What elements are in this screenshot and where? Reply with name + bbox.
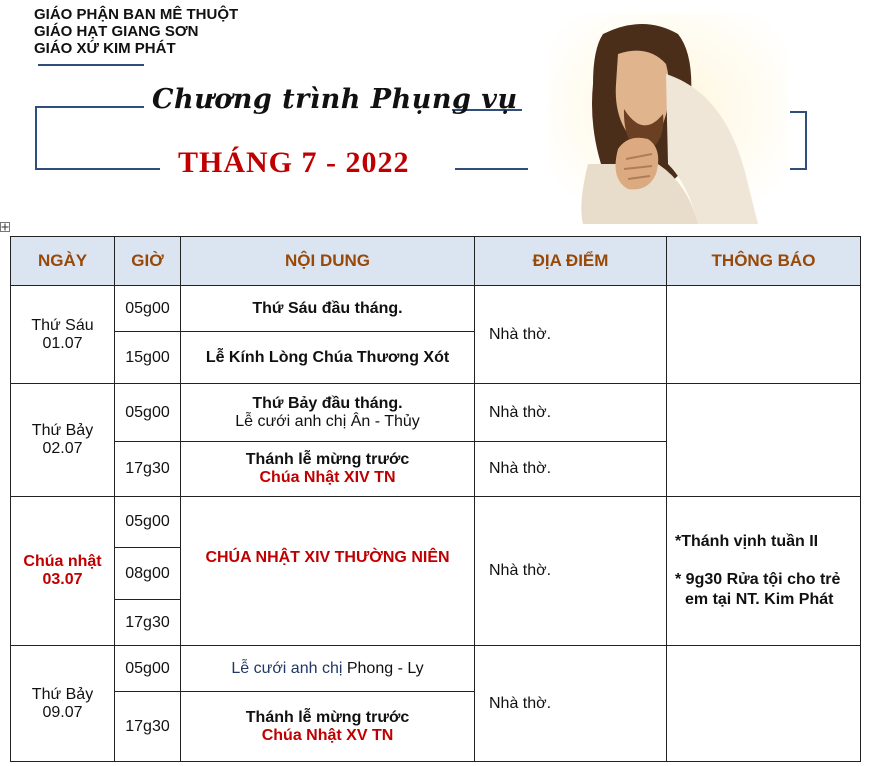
table-header-row — [11, 237, 861, 286]
table-row — [11, 384, 861, 442]
notice-cell — [667, 646, 861, 762]
time-cell: 17g30 — [115, 692, 181, 762]
day-name: Chúa nhật — [23, 553, 102, 570]
content-cell: Thứ Sáu đầu tháng. — [181, 286, 475, 332]
time-cell: 15g00 — [115, 332, 181, 384]
day-date: 02.07 — [42, 440, 83, 457]
day-cell — [11, 646, 115, 762]
content-part-b: Phong - Ly — [342, 659, 424, 677]
location-cell: Nhà thờ. — [475, 384, 667, 442]
time-cell: 08g00 — [115, 548, 181, 600]
content-line-1: Thánh lễ mừng trước — [245, 708, 410, 726]
col-header-notice: THÔNG BÁO — [667, 237, 861, 286]
day-date: 03.07 — [42, 571, 83, 588]
content-cell — [181, 442, 475, 497]
notice-cell — [667, 497, 861, 646]
day-cell — [11, 384, 115, 497]
content-line-2: Chúa Nhật XIV TN — [259, 469, 396, 486]
schedule-table — [10, 236, 861, 762]
day-name: Thứ Bảy — [31, 685, 94, 703]
time-cell: 05g00 — [115, 497, 181, 548]
move-handle-icon[interactable] — [0, 222, 10, 232]
day-name: Thứ Bảy — [31, 422, 94, 439]
table-row — [11, 286, 861, 332]
content-line-2: Lễ cưới anh chị Ân - Thủy — [235, 412, 420, 430]
content-line-1: Thánh lễ mừng trước — [245, 451, 410, 468]
time-cell: 05g00 — [115, 384, 181, 442]
time-cell: 05g00 — [115, 286, 181, 332]
col-header-time: GIỜ — [115, 237, 181, 286]
day-name: Thứ Sáu — [31, 316, 94, 334]
notice-line-2: * 9g30 Rửa tội cho trẻ em tại NT. Kim Phát — [675, 571, 841, 608]
parish-line: GIÁO XỨ KIM PHÁT — [34, 40, 176, 57]
content-cell: CHÚA NHẬT XIV THƯỜNG NIÊN — [181, 497, 475, 646]
content-cell — [181, 384, 475, 442]
content-cell — [181, 692, 475, 762]
col-header-day: NGÀY — [11, 237, 115, 286]
deanery-line: GIÁO HẠT GIANG SƠN — [34, 23, 199, 40]
location-cell: Nhà thờ. — [475, 442, 667, 497]
content-line-1: Thứ Bảy đầu tháng. — [252, 394, 403, 412]
day-date: 01.07 — [42, 334, 83, 352]
col-header-content: NỘI DUNG — [181, 237, 475, 286]
notice-cell — [667, 384, 861, 497]
banner-script-title: Chương trình Phụng vụ — [152, 84, 518, 115]
location-cell: Nhà thờ. — [475, 497, 667, 646]
content-part-a: Lễ cưới anh chị — [231, 659, 343, 677]
content-cell — [181, 646, 475, 692]
month-title: THÁNG 7 - 2022 — [178, 146, 410, 179]
notice-line-1: *Thánh vịnh tuần II — [675, 533, 819, 550]
content-cell: Lễ Kính Lòng Chúa Thương Xót — [181, 332, 475, 384]
day-cell — [11, 497, 115, 646]
location-cell: Nhà thờ. — [475, 286, 667, 384]
table-row — [11, 646, 861, 692]
time-cell: 17g30 — [115, 442, 181, 497]
time-cell: 17g30 — [115, 600, 181, 646]
praying-jesus-image — [548, 14, 788, 224]
day-cell — [11, 286, 115, 384]
day-date: 09.07 — [42, 703, 83, 721]
content-line-2: Chúa Nhật XV TN — [261, 726, 394, 744]
diocese-line: GIÁO PHẬN BAN MÊ THUỘT — [34, 6, 239, 23]
location-cell: Nhà thờ. — [475, 646, 667, 762]
notice-cell — [667, 286, 861, 384]
time-cell: 05g00 — [115, 646, 181, 692]
col-header-location: ĐỊA ĐIỂM — [475, 237, 667, 286]
table-row — [11, 497, 861, 548]
